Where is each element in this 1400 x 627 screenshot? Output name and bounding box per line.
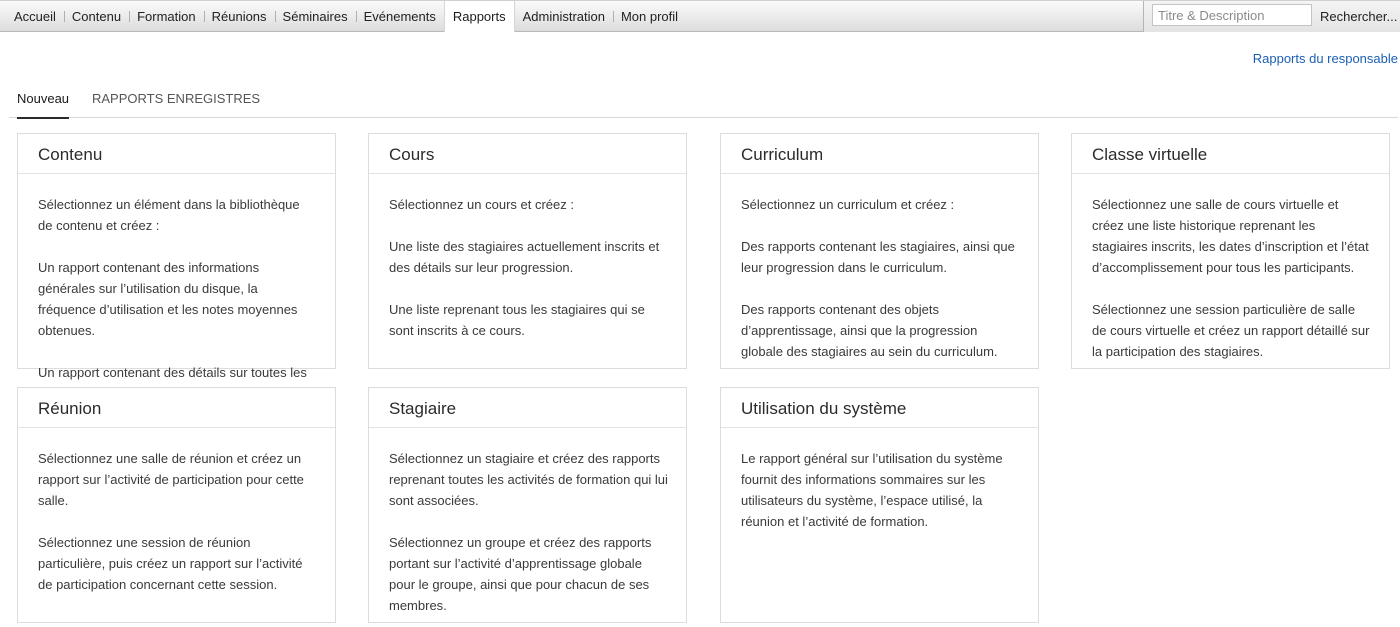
report-card-classe-virtuelle[interactable] [1071, 133, 1390, 369]
main-nav [6, 1, 686, 32]
card-paragraph: Sélectionnez une salle de réunion et créez un rapport sur l’activité de participation pour cette salle. [38, 451, 304, 508]
nav-item-contenu[interactable]: Contenu [64, 1, 129, 32]
search-area [1143, 1, 1400, 32]
card-paragraph: Le rapport général sur l’utilisation du système fournit des informations sommaires sur les utilisateurs du système, l’espace utilisé, la réunion et l’activité de formation. [741, 451, 1003, 529]
manager-reports-link[interactable]: Rapports du responsable [1252, 51, 1398, 66]
card-title: Stagiaire [369, 388, 686, 428]
card-title: Utilisation du système [721, 388, 1038, 428]
card-paragraph: Sélectionnez un cours et créez : [389, 197, 574, 212]
nav-item-rapports[interactable]: Rapports [444, 1, 515, 32]
report-card-contenu[interactable] [17, 133, 336, 380]
card-paragraph: Sélectionnez un groupe et créez des rapports portant sur l’activité d’apprentissage globale pour le groupe, ainsi que pour chacun de ses membres. [389, 535, 652, 613]
report-tabs [9, 78, 1398, 118]
card-title: Cours [369, 134, 686, 174]
report-card-utilisation-systeme[interactable] [720, 387, 1039, 623]
nav-item-reunions[interactable]: Réunions [204, 1, 275, 32]
card-body [18, 428, 335, 595]
card-body [721, 428, 1038, 532]
top-navigation-bar [0, 0, 1400, 32]
report-card-cours[interactable] [368, 133, 687, 369]
card-title: Contenu [18, 134, 335, 174]
card-paragraph: Un rapport contenant des détails sur toutes les [38, 365, 307, 380]
card-paragraph: Sélectionnez une salle de cours virtuelle et créez une liste historique reprenant les stagiaires inscrits, les dates d’inscription et l’état d’accomplissement pour tous les participants. [1092, 197, 1369, 275]
report-card-stagiaire[interactable] [368, 387, 687, 623]
card-body [721, 174, 1038, 362]
card-body [369, 174, 686, 341]
card-paragraph: Une liste reprenant tous les stagiaires qui se sont inscrits à ce cours. [389, 302, 645, 338]
nav-item-administration[interactable]: Administration [522, 9, 605, 24]
tab-new[interactable]: Nouveau [17, 78, 69, 118]
search-button[interactable]: Rechercher... [1320, 8, 1398, 24]
nav-item-evenements[interactable]: Evénements [356, 1, 444, 32]
card-paragraph: Sélectionnez un stagiaire et créez des rapports reprenant toutes les activités de formation qui lui sont associées. [389, 451, 668, 508]
card-paragraph: Sélectionnez une session de réunion particulière, puis créez un rapport sur l’activité de participation concernant cette session. [38, 535, 303, 592]
nav-item-accueil[interactable]: Accueil [14, 9, 56, 24]
card-body [369, 428, 686, 616]
card-title: Curriculum [721, 134, 1038, 174]
search-input[interactable] [1152, 4, 1312, 26]
nav-item-formation[interactable]: Formation [129, 1, 204, 32]
card-paragraph: Sélectionnez un élément dans la bibliothèque de contenu et créez : [38, 197, 300, 233]
card-paragraph: Un rapport contenant des informations générales sur l’utilisation du disque, la fréquence d’utilisation et les notes moyennes obtenues. [38, 260, 298, 338]
card-body [1072, 174, 1389, 362]
nav-item-mon-profil[interactable]: Mon profil [613, 1, 686, 32]
card-paragraph: Une liste des stagiaires actuellement inscrits et des détails sur leur progression. [389, 239, 660, 275]
report-card-curriculum[interactable] [720, 133, 1039, 369]
card-paragraph: Des rapports contenant des objets d’apprentissage, ainsi que la progression globale des stagiaires au sein du curriculum. [741, 302, 998, 359]
card-title: Réunion [18, 388, 335, 428]
card-title: Classe virtuelle [1072, 134, 1389, 174]
card-paragraph: Sélectionnez une session particulière de salle de cours virtuelle et créez un rapport détaillé sur la participation des stagiaires. [1092, 302, 1370, 359]
card-paragraph: Des rapports contenant les stagiaires, ainsi que leur progression dans le curriculum. [741, 239, 1015, 275]
card-body [18, 174, 335, 383]
nav-item-seminaires[interactable]: Séminaires [275, 1, 356, 32]
tab-saved-reports[interactable]: RAPPORTS ENREGISTRES [92, 90, 261, 106]
card-paragraph: Sélectionnez un curriculum et créez : [741, 197, 955, 212]
report-card-reunion[interactable] [17, 387, 336, 623]
